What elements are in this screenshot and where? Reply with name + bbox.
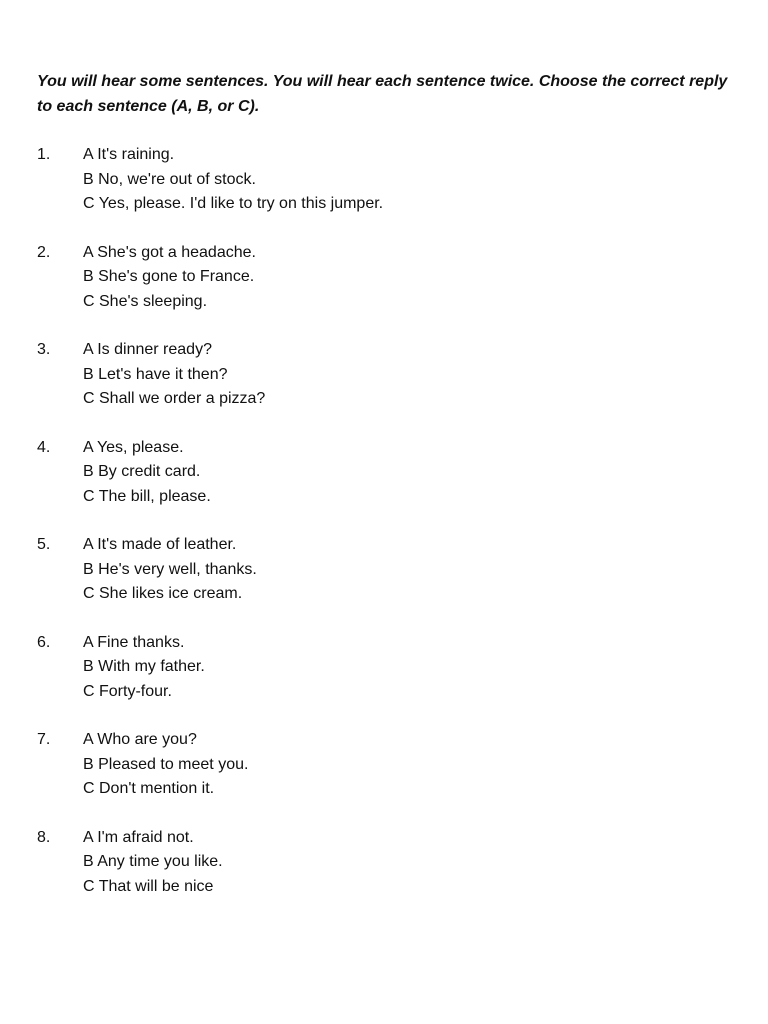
question-item xyxy=(37,728,737,802)
option-list xyxy=(83,436,211,510)
option-a: A Fine thanks. xyxy=(83,633,185,651)
option-c: C Shall we order a pizza? xyxy=(83,390,266,407)
question-number: 7. xyxy=(37,731,51,748)
worksheet-page xyxy=(37,69,737,923)
option-list xyxy=(83,241,256,315)
option-a: A It's raining. xyxy=(83,146,175,163)
question-item xyxy=(37,436,737,510)
option-c: C That will be nice xyxy=(83,877,214,895)
option-b: B No, we're out of stock. xyxy=(83,170,256,188)
option-list xyxy=(83,631,205,705)
question-item xyxy=(37,338,737,412)
option-b: B By credit card. xyxy=(83,463,201,480)
option-c: C She's sleeping. xyxy=(83,292,208,310)
question-number: 6. xyxy=(37,633,51,651)
question-item xyxy=(37,533,737,607)
option-b: B With my father. xyxy=(83,658,205,675)
option-b: B He's very well, thanks. xyxy=(83,560,257,578)
option-b: B Let's have it then? xyxy=(83,365,228,383)
question-item xyxy=(37,631,737,705)
option-list xyxy=(83,533,257,607)
option-c: C Forty-four. xyxy=(83,682,172,700)
question-number: 4. xyxy=(37,438,51,456)
question-number: 1. xyxy=(37,146,51,163)
instructions-text: You will hear some sentences. You will hear each sentence twice. Choose the correct reply to each sentence (A, B, or C). xyxy=(37,73,728,115)
question-number: 3. xyxy=(37,341,51,358)
question-item xyxy=(37,143,737,217)
option-b: B Pleased to meet you. xyxy=(83,755,249,773)
option-a: A It's made of leather. xyxy=(83,536,237,553)
option-b: B She's gone to France. xyxy=(83,268,255,285)
question-item xyxy=(37,241,737,315)
option-b: B Any time you like. xyxy=(83,853,223,870)
option-c: C She likes ice cream. xyxy=(83,585,243,602)
option-c: C Don't mention it. xyxy=(83,780,215,797)
option-c: C The bill, please. xyxy=(83,487,211,505)
question-number: 2. xyxy=(37,243,51,261)
option-list xyxy=(83,143,383,217)
option-a: A She's got a headache. xyxy=(83,243,256,261)
option-c: C Yes, please. I'd like to try on this jumper. xyxy=(83,195,384,212)
option-list xyxy=(83,826,223,900)
question-number: 8. xyxy=(37,828,51,846)
option-a: A Who are you? xyxy=(83,731,197,748)
option-a: A Is dinner ready? xyxy=(83,341,212,358)
question-item xyxy=(37,826,737,900)
option-list xyxy=(83,728,248,802)
option-a: A Yes, please. xyxy=(83,438,184,456)
question-number: 5. xyxy=(37,536,51,553)
option-list xyxy=(83,338,265,412)
option-a: A I'm afraid not. xyxy=(83,828,194,846)
